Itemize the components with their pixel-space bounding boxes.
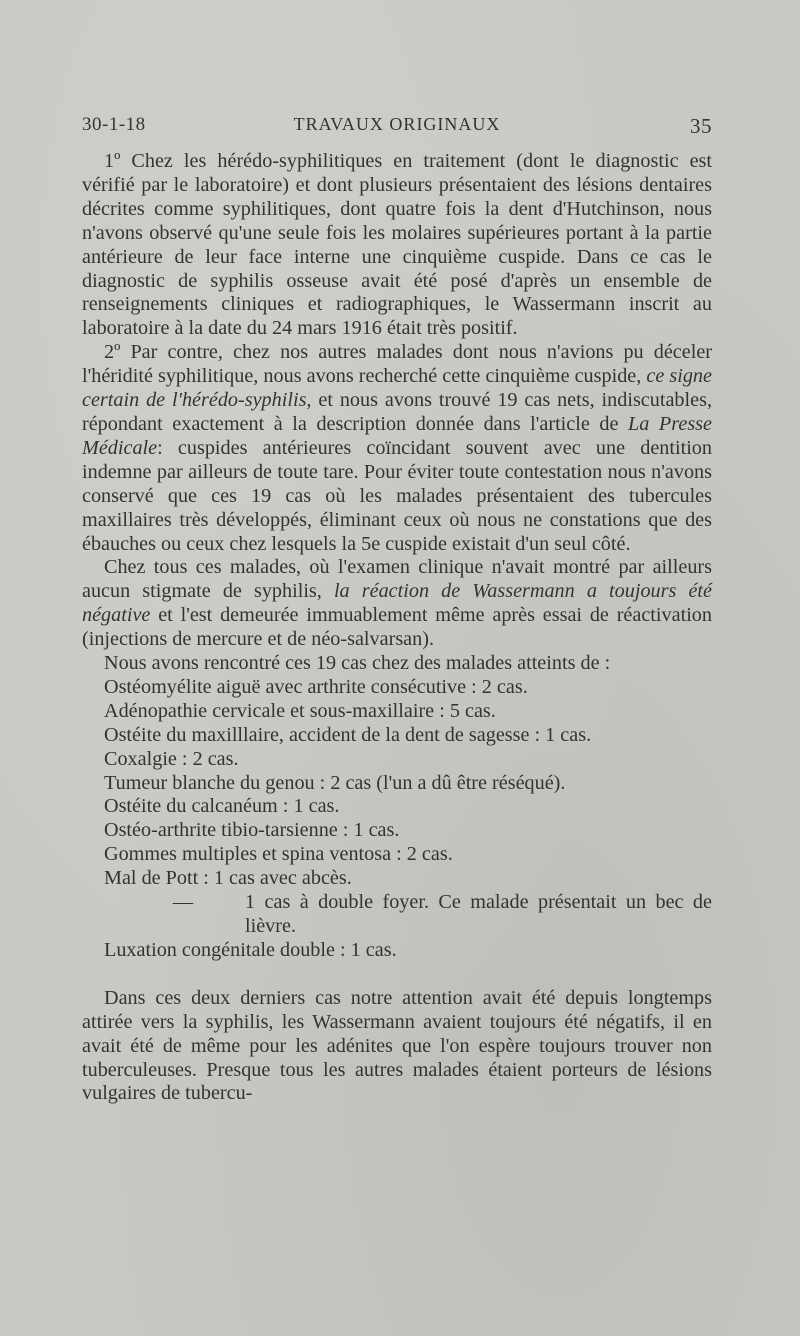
list-item: Ostéite du maxilllaire, accident de la dent de sagesse : 1 cas. [104, 723, 592, 746]
list-item: Tumeur blanche du genou : 2 cas (l'un a dû être réséqué). [104, 771, 566, 794]
running-header [82, 114, 712, 144]
paragraph-2-italic-2: La Presse Médicale [82, 412, 712, 459]
list-item-dash [82, 891, 712, 939]
paragraph-2-part-1: 2º Par contre, chez nos autres malades dont nous n'avions pu déceler l'héridité syphilitique, nous avons recherché cette cinquième cuspide, [82, 341, 712, 388]
ditto-dash: — [172, 891, 193, 914]
paragraph-2 [82, 341, 712, 556]
paragraph-2-part-3: : cuspides antérieures coïncidant souvent avec une dentition indemne par ailleurs de toute tare. Pour éviter toute contestation nous n'avons conservé que ces 19 cas où les malades présentaient des tubercules maxillaires très développés, éliminant ceux où nous ne constations que des ébauches ou ceux chez lesquels la 5e cuspide existait d'un seul côté. [82, 436, 712, 555]
paragraph-1: 1º Chez les hérédo-syphilitiques en traitement (dont le diagnostic est vérifié par le laboratoire) et dont plusieurs présentaient des lésions dentaires décrites comme syphilitiques, dont quatre fois la dent d'Hutchinson, nous n'avons observé qu'une seule fois les molaires supérieures portant à la partie antérieure de leur face interne une cinquième cuspide. Dans ce cas le diagnostic de syphilis osseuse avait été posé d'après un ensemble de renseignements cliniques et radiographiques, le Wassermann inscrit au laboratoire à la date du 24 mars 1916 était très positif. [82, 150, 712, 340]
paragraph-3-part-2: et l'est demeurée immuablement même après essai de réactivation (injections de mercure et de néo-salvarsan). [82, 604, 712, 651]
case-list [82, 676, 712, 963]
list-item: Ostéomyélite aiguë avec arthrite consécutive : 2 cas. [104, 675, 528, 698]
paragraph-3-part-1: Chez tous ces malades, où l'examen clinique n'avait montré par ailleurs aucun stigmate de syphilis, [82, 556, 712, 603]
list-item: Ostéo-arthrite tibio-tarsienne : 1 cas. [104, 819, 400, 842]
header-title: TRAVAUX ORIGINAUX [293, 114, 501, 134]
list-item: Adénopathie cervicale et sous-maxillaire : 5 cas. [104, 699, 496, 722]
body-text [82, 150, 712, 1106]
dash-item-text: 1 cas à double foyer. Ce malade présentait un bec de lièvre. [245, 891, 712, 937]
list-item: Coxalgie : 2 cas. [104, 747, 239, 770]
paragraph-gap [82, 963, 712, 987]
paragraph-3 [82, 556, 712, 652]
list-item-last: Luxation congénitale double : 1 cas. [104, 938, 397, 961]
paragraph-4: Dans ces deux derniers cas notre attention avait été depuis longtemps attirée vers la syphilis, les Wassermann avaient toujours été négatifs, il en avait été de même pour les adénites que l'on espère toujours trouver non tuberculeuses. Presque tous les autres malades étaient porteurs de lésions vulgaires de tubercu- [82, 986, 712, 1105]
paragraph-2-part-2: , et nous avons trouvé 19 cas nets, indiscutables, répondant exactement à la description donnée dans l'article de [82, 389, 712, 435]
header-date: 30-1-18 [82, 114, 146, 135]
paragraph-2-italic-1: ce signe certain de l'hérédo-syphilis [82, 365, 712, 412]
list-intro: Nous avons rencontré ces 19 cas chez des malades atteints de : [104, 652, 611, 675]
page-number: 35 [690, 114, 712, 138]
list-item: Mal de Pott : 1 cas avec abcès. [104, 867, 352, 890]
paragraph-3-italic: la réaction de Wassermann a toujours été négative [82, 580, 712, 627]
list-item: Gommes multiples et spina ventosa : 2 cas. [104, 843, 453, 866]
list-item: Ostéite du calcanéum : 1 cas. [104, 795, 340, 818]
